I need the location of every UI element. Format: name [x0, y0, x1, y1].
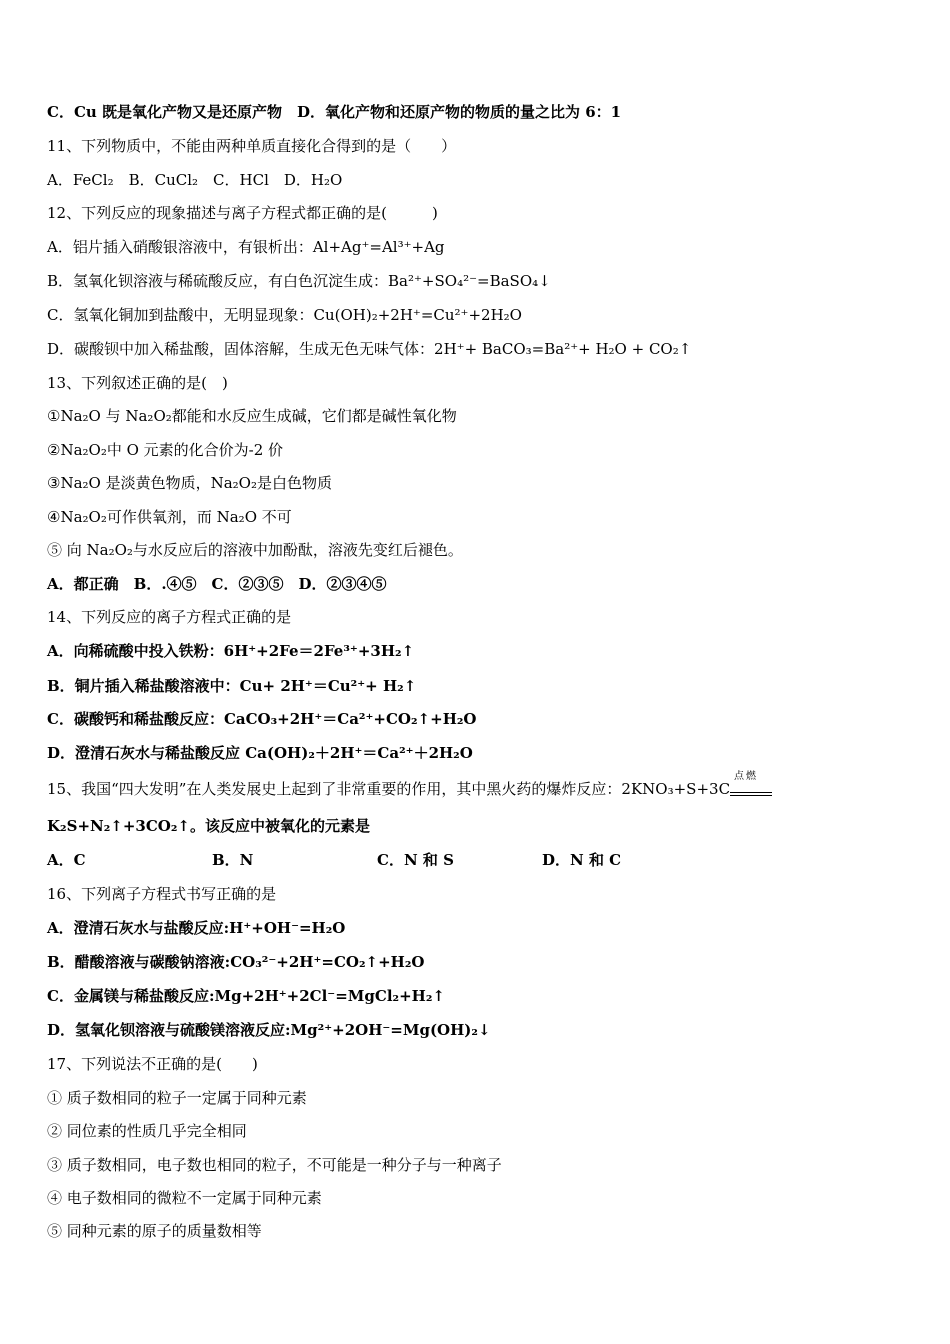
q16-option-b: B．醋酸溶液与碳酸钠溶液:CO₃²⁻+2H⁺=CO₂↑+H₂O	[47, 953, 425, 971]
question-14: 14、下列反应的离子方程式正确的是	[47, 608, 292, 626]
q17-statement-5: ⑤ 同种元素的原子的质量数相等	[47, 1222, 262, 1240]
q17-statement-1: ① 质子数相同的粒子一定属于同种元素	[47, 1089, 307, 1107]
q10-options-cd: C．Cu 既是氧化产物又是还原产物 D．氧化产物和还原产物的物质的量之比为 6：1	[47, 103, 622, 121]
q13-statement-4: ④Na₂O₂可作供氧剂，而 Na₂O 不可	[47, 508, 292, 526]
question-16: 16、下列离子方程式书写正确的是	[47, 885, 277, 903]
question-17: 17、下列说法不正确的是( )	[47, 1055, 258, 1073]
q16-option-c: C．金属镁与稀盐酸反应:Mg+2H⁺+2Cl⁻=MgCl₂+H₂↑	[47, 987, 445, 1005]
q17-statement-3: ③ 质子数相同，电子数也相同的粒子，不可能是一种分子与一种离子	[47, 1156, 502, 1174]
q15-option-b: B．N	[212, 851, 254, 869]
q15-option-c: C．N 和 S	[377, 851, 454, 869]
q13-statement-2: ②Na₂O₂中 O 元素的化合价为-2 价	[47, 441, 284, 459]
q15-options	[47, 850, 907, 870]
question-13: 13、下列叙述正确的是( )	[47, 374, 228, 392]
q12-option-b: B．氢氧化钡溶液与稀硫酸反应，有白色沉淀生成：Ba²⁺+SO₄²⁻=BaSO₄↓	[47, 272, 551, 290]
q14-option-d: D．澄清石灰水与稀盐酸反应 Ca(OH)₂＋2H⁺＝Ca²⁺＋2H₂O	[47, 744, 473, 762]
q14-option-b: B．铜片插入稀盐酸溶液中：Cu+ 2H⁺＝Cu²⁺+ H₂↑	[47, 677, 417, 695]
reaction-condition	[730, 771, 772, 799]
q15-option-d: D．N 和 C	[542, 851, 622, 869]
q14-option-a: A．向稀硫酸中投入铁粉：6H⁺+2Fe＝2Fe³⁺+3H₂↑	[47, 642, 415, 660]
q14-option-c: C．碳酸钙和稀盐酸反应：CaCO₃+2H⁺＝Ca²⁺+CO₂↑+H₂O	[47, 710, 477, 728]
q15-equation-continued: K₂S+N₂↑+3CO₂↑。该反应中被氧化的元素是	[47, 817, 371, 835]
q15-option-a: A．C	[47, 851, 86, 869]
q11-options: A．FeCl₂ B．CuCl₂ C．HCl D．H₂O	[47, 171, 343, 189]
q15-text: 15、我国“四大发明”在人类发展史上起到了非常重要的作用，其中黑火药的爆炸反应：2KNO₃+S+3C	[47, 780, 731, 798]
q16-option-a: A．澄清石灰水与盐酸反应:H⁺+OH⁻=H₂O	[47, 919, 346, 937]
q12-option-a: A．铝片插入硝酸银溶液中，有银析出：Al+Ag⁺=Al³⁺+Ag	[47, 238, 445, 256]
equals-bar-bottom	[730, 795, 772, 796]
q13-statement-1: ①Na₂O 与 Na₂O₂都能和水反应生成碱，它们都是碱性氧化物	[47, 407, 457, 425]
q17-statement-4: ④ 电子数相同的微粒不一定属于同种元素	[47, 1189, 322, 1207]
q16-option-d: D．氢氧化钡溶液与硫酸镁溶液反应:Mg²⁺+2OH⁻=Mg(OH)₂↓	[47, 1021, 491, 1039]
q12-option-d: D．碳酸钡中加入稀盐酸，固体溶解，生成无色无味气体：2H⁺+ BaCO₃=Ba²⁺+ H₂O + CO₂↑	[47, 340, 692, 358]
question-15	[47, 771, 772, 799]
question-11: 11、下列物质中，不能由两种单质直接化合得到的是（ ）	[47, 137, 457, 155]
q12-option-c: C．氢氧化铜加到盐酸中，无明显现象：Cu(OH)₂+2H⁺=Cu²⁺+2H₂O	[47, 306, 522, 324]
condition-label: 点燃	[734, 771, 759, 782]
question-12: 12、下列反应的现象描述与离子方程式都正确的是( )	[47, 204, 438, 222]
equals-bar-top	[730, 792, 772, 793]
q13-statement-3: ③Na₂O 是淡黄色物质，Na₂O₂是白色物质	[47, 474, 332, 492]
q13-statement-5: ⑤ 向 Na₂O₂与水反应后的溶液中加酚酞，溶液先变红后褪色。	[47, 541, 463, 559]
q17-statement-2: ② 同位素的性质几乎完全相同	[47, 1122, 247, 1140]
q13-options: A．都正确 B．.④⑤ C．②③⑤ D．②③④⑤	[47, 575, 387, 593]
